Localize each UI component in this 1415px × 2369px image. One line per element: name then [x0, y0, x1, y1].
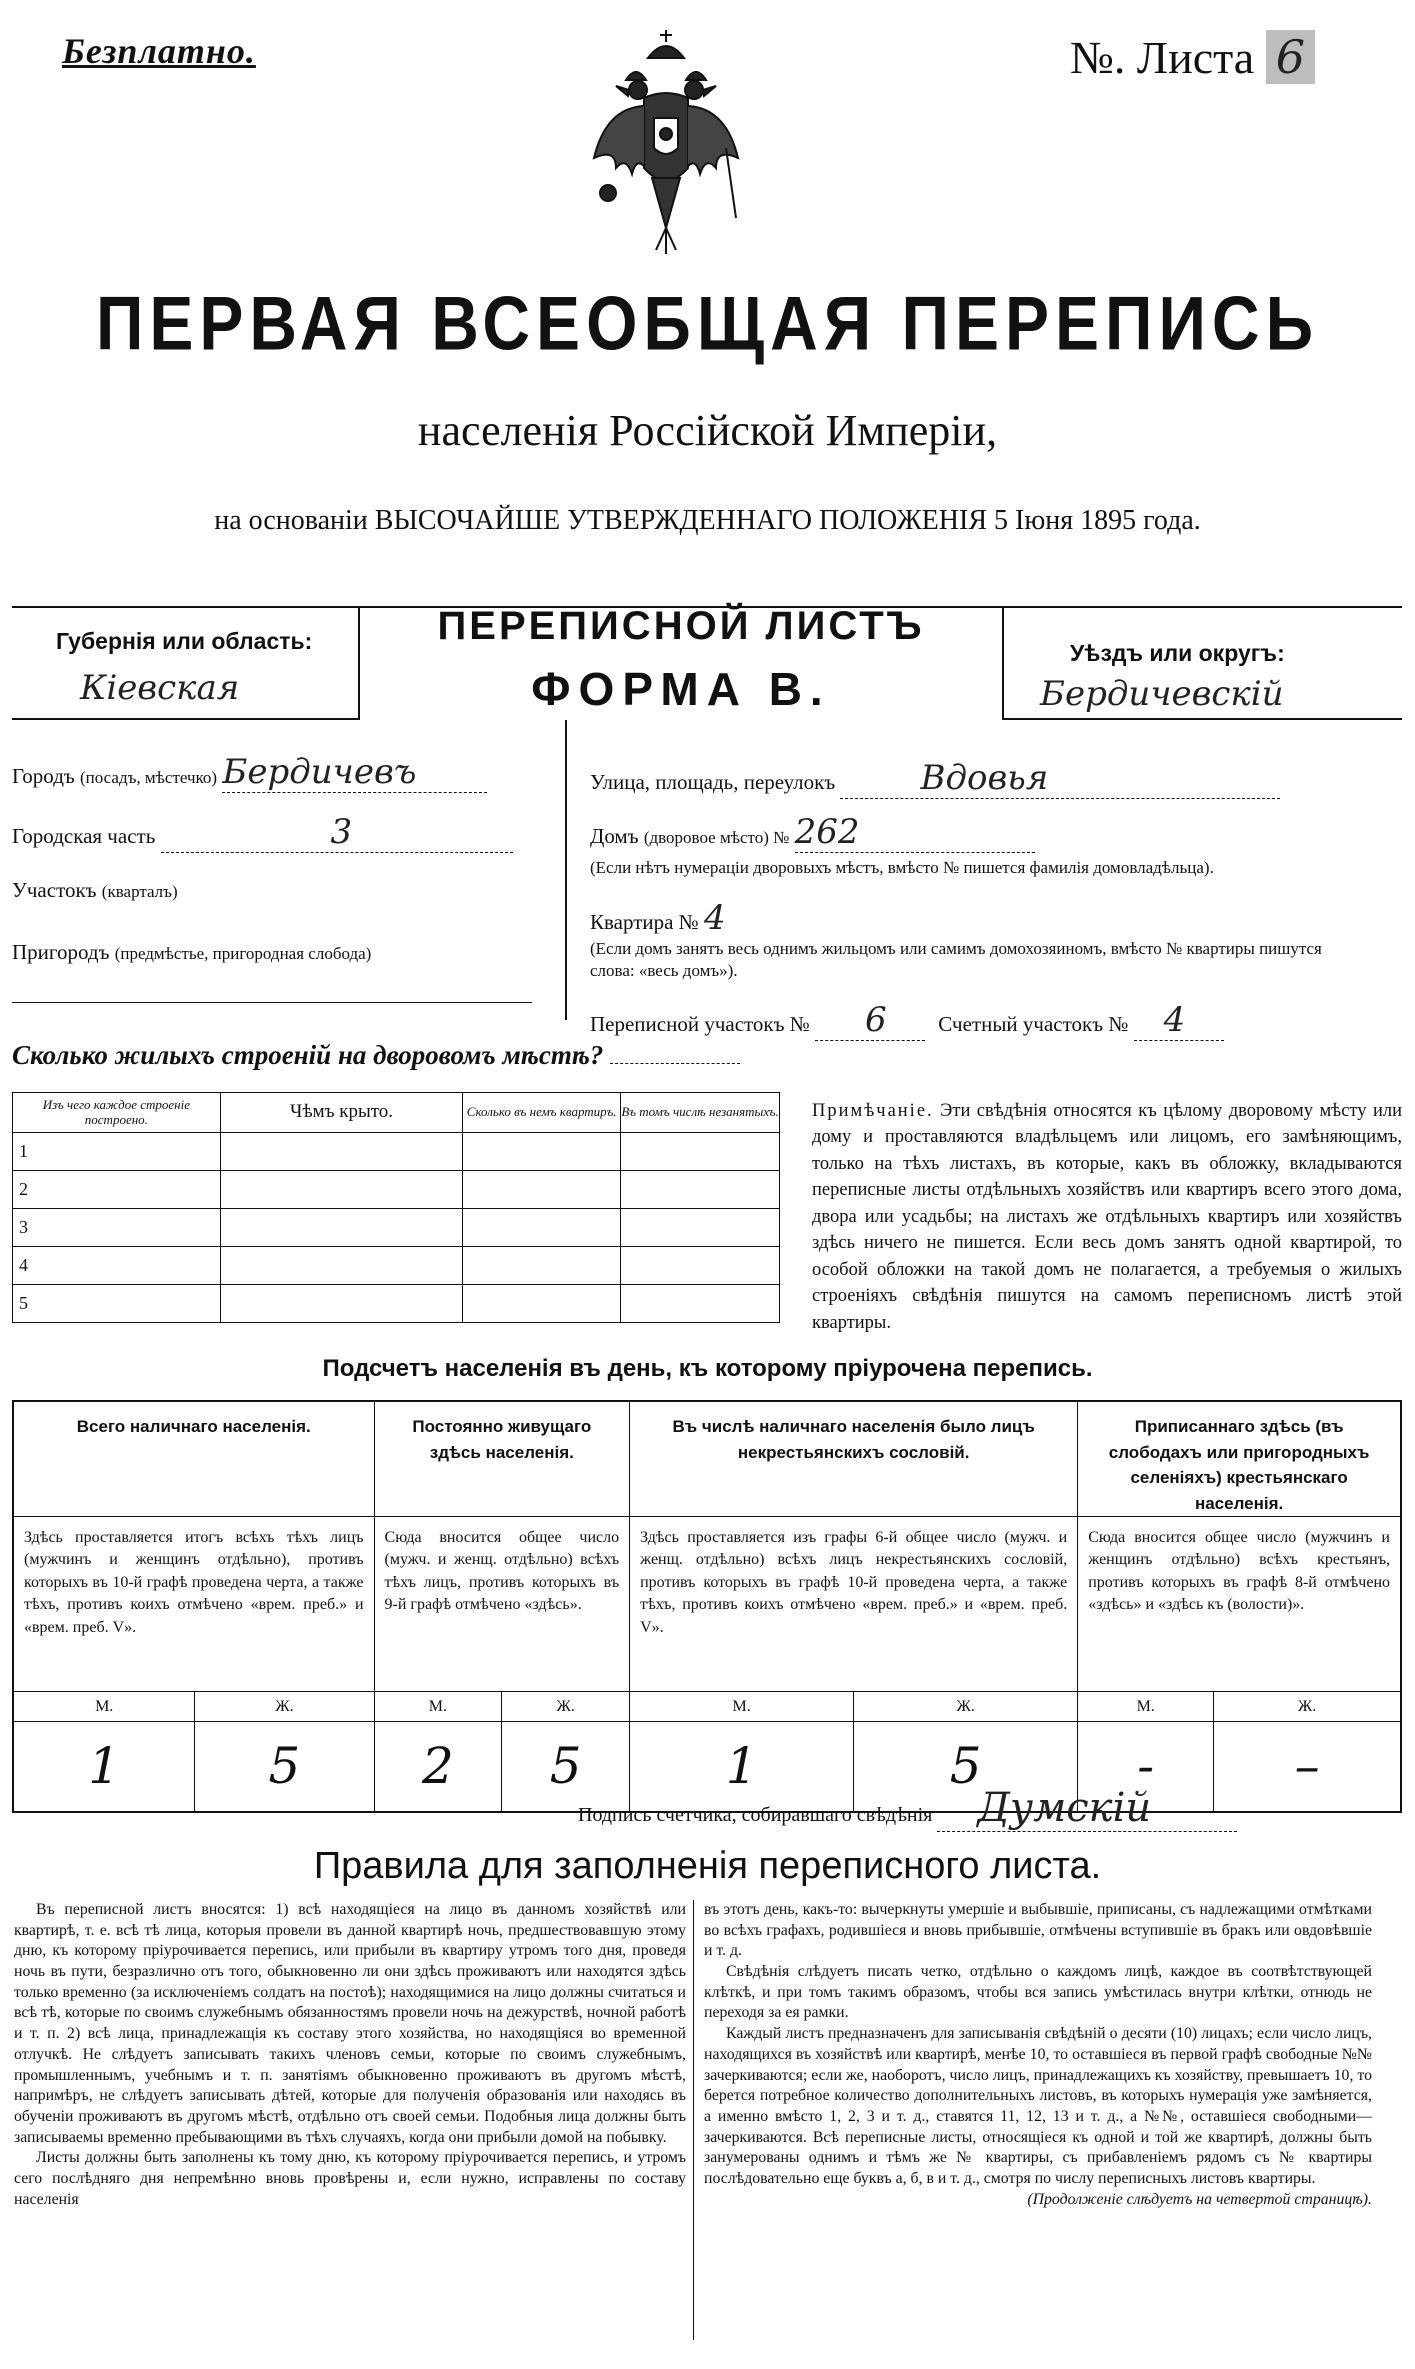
table-row	[13, 1171, 780, 1209]
male-header: М.	[374, 1692, 502, 1722]
table-row	[13, 1285, 780, 1323]
district-label: Уѣздъ или округъ:	[1070, 640, 1285, 666]
count-desc-permanent: Сюда вносится общее число (мужч. и женщ. отдѣльно) всѣхъ тѣхъ лицъ, противъ которыхъ въ 9-й графѣ отмѣчено «здѣсь».	[374, 1517, 630, 1692]
population-count-table	[12, 1400, 1402, 1813]
city-part-value: 3	[330, 812, 353, 852]
sheet-number	[1070, 30, 1315, 84]
male-header: М.	[630, 1692, 854, 1722]
buildings-col-vacant: Въ томъ числѣ незанятыхъ.	[621, 1093, 780, 1133]
precinct-field	[12, 878, 178, 903]
female-header: Ж.	[502, 1692, 630, 1722]
count-head-peasant: Приписаннаго здѣсь (въ слободахъ или пригородныхъ селеніяхъ) крестьянскаго населенія.	[1078, 1401, 1401, 1517]
city-part-label: Городская часть	[12, 824, 156, 848]
rules-left-column	[14, 1900, 686, 2210]
signature-label: Подпись счетчика, собиравшаго свѣдѣнія	[578, 1804, 933, 1826]
counting-area-label: Счетный участокъ №	[938, 1012, 1129, 1036]
rules-paragraph: Въ переписной листъ вносятся: 1) всѣ находящіеся на лицо въ данномъ хозяйствѣ или квартирѣ, т. е. всѣ тѣ лица, которыя провели въ данной квартирѣ ночь, предшествовавшую этому дню, къ которому пріурочивается перепись, или прибыли въ квартиру утромъ того дня, проведя ночь въ пути, безразлично отъ того, обыкновенно ли они здѣсь проживаютъ или находятся здѣсь только временно (за исключеніемъ солдатъ на постоѣ); находящимися на лицо должны считаться и всѣ тѣ, которые по своимъ служебнымъ обязанностямъ провели ночь на дежурствѣ, ночной работѣ и т. п. 2) всѣ лица, принадлежащія къ составу этого хозяйства, но находящіяся во временной отлучкѣ. Не слѣдуетъ записывать такихъ членовъ семьи, которые по своимъ служебнымъ, промышленнымъ, учебнымъ и т. п. занятіямъ обыкновенно проживаютъ въ другомъ мѣстѣ, напримѣръ, не слѣдуетъ записывать дѣтей, которые для полученія образованія или находясь въ обученіи проживаютъ въ другомъ мѣстѣ, отдѣльно отъ своей семьи. Подобныя лица должны быть записываемы временно пребывающими въ тѣхъ случаяхъ, когда они прибыли домой на побывку.	[14, 1901, 686, 2146]
row-number: 4	[13, 1247, 221, 1285]
legal-basis: на основаніи ВЫСОЧАЙШЕ УТВЕРЖДЕННАГО ПОЛОЖЕНІЯ 5 Іюня 1895 года.	[214, 505, 1201, 536]
buildings-question: Сколько жилыхъ строеній на дворовомъ мѣстѣ?	[12, 1040, 740, 1071]
band-left-bottom-rule	[12, 718, 360, 720]
female-header: Ж.	[854, 1692, 1078, 1722]
count-permanent-male: 2	[374, 1722, 502, 1812]
rules-right-column	[704, 1900, 1372, 2210]
province-value: Кіевская	[80, 668, 240, 708]
suburb-label: Пригородъ	[12, 940, 110, 964]
table-row	[13, 1209, 780, 1247]
male-header: М.	[1078, 1692, 1214, 1722]
apartment-value: 4	[703, 898, 726, 938]
rules-paragraph: въ этотъ день, какъ-то: вычеркнуты умершіе и выбывшіе, приписаны, съ надлежащими отмѣтками во всѣхъ графахъ, родившіеся и вновь прибывшіе, отмѣчены вступившіе въ бракъ или овдовѣвшіе и т. д.	[704, 1901, 1372, 1960]
signature-value: Думскій	[977, 1785, 1152, 1831]
rules-divider	[693, 1900, 694, 2340]
census-area-field	[590, 1000, 1224, 1041]
count-non-peasant-female: 5	[854, 1722, 1078, 1812]
count-head-non-peasant: Въ числѣ наличнаго населенія было лицъ некрестьянскихъ сословій.	[630, 1401, 1078, 1517]
province-label: Губернія или область:	[56, 628, 313, 654]
count-desc-total: Здѣсь проставляется итогъ всѣхъ тѣхъ лицъ (мужчинъ и женщинъ отдѣльно), противъ которыхъ въ 10-й графѣ проведена черта, а также тѣхъ, противъ коихъ отмѣчено «врем. преб.» и «врем. преб. V».	[13, 1517, 374, 1692]
city-part-field	[12, 812, 513, 853]
apartment-label: Квартира №	[590, 910, 699, 934]
buildings-remark	[812, 1098, 1402, 1336]
apartment-note: (Если домъ занятъ весь однимъ жильцомъ или самимъ домохозяиномъ, вмѣсто № квартиры пишутся слова: «весь домъ»).	[590, 939, 1322, 981]
remark-head: Примѣчаніе.	[812, 1101, 934, 1121]
count-desc-non-peasant: Здѣсь проставляется изъ графы 6-й общее число (мужч. и женщ. отдѣльно) всѣхъ лицъ некрестьянскихъ сословій, противъ которыхъ въ графѣ 10-й проведена черта, а также тѣхъ, противъ коихъ отмѣчено «врем. преб.» и «врем. преб. V».	[630, 1517, 1078, 1692]
row-number: 1	[13, 1133, 221, 1171]
row-number: 5	[13, 1285, 221, 1323]
street-label: Улица, площадь, переулокъ	[590, 770, 836, 794]
female-header: Ж.	[1214, 1692, 1401, 1722]
city-hint: (посадъ, мѣстечко)	[79, 768, 218, 787]
street-value: Вдовья	[920, 758, 1049, 798]
count-title: Подсчетъ населенія въ день, къ которому пріурочена перепись.	[322, 1355, 1093, 1382]
address-divider	[565, 720, 567, 1020]
double-headed-eagle-emblem	[586, 28, 746, 258]
house-hint: (дворовое мѣсто) №	[643, 828, 790, 847]
page-title: ПЕРВАЯ ВСЕОБЩАЯ ПЕРЕПИСЬ	[95, 280, 1320, 366]
buildings-col-roof: Чѣмъ крыто.	[220, 1093, 463, 1133]
precinct-label: Участокъ	[12, 878, 97, 902]
sheet-number-value: 6	[1266, 30, 1315, 84]
city-field	[12, 752, 487, 793]
male-header: М.	[13, 1692, 195, 1722]
page-subtitle: населенія Россійской Имперіи,	[417, 406, 998, 455]
count-total-male: 1	[13, 1722, 195, 1812]
rules-paragraph: Свѣдѣнія слѣдуетъ писать четко, отдѣльно о каждомъ лицѣ, каждое въ соотвѣтствующей клѣткѣ, и при томъ такимъ образомъ, чтобы вся запись умѣстилась внутри клѣтки, отнюдь не переходя за ея рамки.	[704, 1963, 1372, 2022]
count-desc-peasant: Сюда вносится общее число (мужчинъ и женщинъ отдѣльно) всѣхъ крестьянъ, противъ которыхъ въ графѣ 8-й отмѣчено «здѣсь» и «здѣсь къ (волости)».	[1078, 1517, 1401, 1692]
row-number: 3	[13, 1209, 221, 1247]
street-field	[590, 758, 1280, 799]
rules-title: Правила для заполненія переписного листа.	[313, 1845, 1102, 1887]
count-permanent-female: 5	[502, 1722, 630, 1812]
count-peasant-female: –	[1214, 1722, 1401, 1812]
buildings-table	[12, 1092, 780, 1323]
band-right-bottom-rule	[1002, 718, 1402, 720]
count-total-female: 5	[195, 1722, 374, 1812]
form-title: ПЕРЕПИСНОЙ ЛИСТЪ	[437, 604, 925, 648]
suburb-hint: (предмѣстье, пригородная слобода)	[114, 944, 372, 963]
rules-paragraph: Листы должны быть заполнены къ тому дню, къ которому пріурочивается перепись, и утромъ сего послѣдняго дня непремѣнно вновь провѣрены и, если нужно, исправлены по составу населенія	[14, 2149, 686, 2208]
count-head-permanent: Постоянно живущаго здѣсь населенія.	[374, 1401, 630, 1517]
house-value: 262	[794, 812, 860, 852]
continuation-note: (Продолженіе слѣдуетъ на четвертой страницѣ).	[1027, 2190, 1372, 2208]
house-label: Домъ	[590, 824, 639, 848]
suburb-field	[12, 940, 371, 965]
female-header: Ж.	[195, 1692, 374, 1722]
apartment-field	[590, 898, 726, 938]
address-left-rule	[12, 1002, 532, 1003]
table-row	[13, 1133, 780, 1171]
count-peasant-male: -	[1078, 1722, 1214, 1812]
rules-paragraph: Каждый листъ предназначенъ для записыванія свѣдѣній о десяти (10) лицахъ; если число лицъ, находящихся въ хозяйствѣ или квартирѣ, менѣе 10, то оставшіеся въ первой графѣ свободные №№ зачеркиваются; если же, наоборотъ, число лицъ, принадлежащихъ къ хозяйству, превышаетъ 10, то берется потребное количество дополнительныхъ листовъ, въ которыхъ нумерація уже замѣняется, а именно вмѣсто 1, 2, 3 и т. д., ставятся 11, 12, 13 и т. д., а №№, оставшіеся свободными—зачеркиваются. Всѣ переписные листы, относящіеся къ одной и той же квартирѣ, должны быть занумерованы однимъ и тѣмъ же № квартиры, съ прибавленіемъ рядомъ съ № квартиры послѣдовательно еще буквъ а, б, в и т. д., смотря по числу переписныхъ листовъ квартиры.	[704, 2025, 1372, 2187]
precinct-hint: (кварталъ)	[101, 882, 178, 901]
house-field	[590, 812, 1035, 853]
census-area-label: Переписной участокъ №	[590, 1012, 810, 1036]
count-head-total: Всего наличнаго населенія.	[13, 1401, 374, 1517]
table-row	[13, 1247, 780, 1285]
city-value: Бердичевъ	[222, 752, 417, 792]
form-subtitle: ФОРМА В.	[531, 663, 831, 715]
enumerator-signature	[578, 1785, 1237, 1832]
count-non-peasant-male: 1	[630, 1722, 854, 1812]
row-number: 2	[13, 1171, 221, 1209]
free-label: Безплатно.	[62, 31, 256, 71]
buildings-col-material: Изъ чего каждое строеніе построено.	[13, 1093, 221, 1133]
remark-text: Эти свѣдѣнія относятся къ цѣлому дворовому мѣсту или дому и проставляются владѣльцемъ или лицомъ, его замѣняющимъ, только на тѣхъ листахъ, въ которые, какъ въ обложку, вкладываются переписные листы отдѣльныхъ хозяйствъ или квартиръ всего этого дома, двора или усадьбы; на листахъ же отдѣльныхъ квартиръ или хозяйствъ здѣсь ничего не пишется. Если весь домъ занятъ одной квартирой, то особой обложки на такой домъ не полагается, а требуемыя о жилыхъ строеніяхъ свѣдѣнія пишутся на самомъ переписномъ листѣ этой квартиры.	[812, 1101, 1403, 1333]
band-right-divider	[1002, 606, 1004, 720]
house-note: (Если нѣтъ нумераціи дворовыхъ мѣстъ, вмѣсто № пишется фамилія домовладѣльца).	[590, 858, 1214, 877]
buildings-col-apartments: Сколько въ немъ квартиръ.	[463, 1093, 621, 1133]
sheet-number-label: №. Листа	[1070, 32, 1255, 83]
census-area-value: 6	[865, 1000, 887, 1040]
counting-area-value: 4	[1163, 1000, 1186, 1040]
district-value: Бердичевскій	[1040, 674, 1284, 714]
city-label: Городъ	[12, 764, 75, 788]
